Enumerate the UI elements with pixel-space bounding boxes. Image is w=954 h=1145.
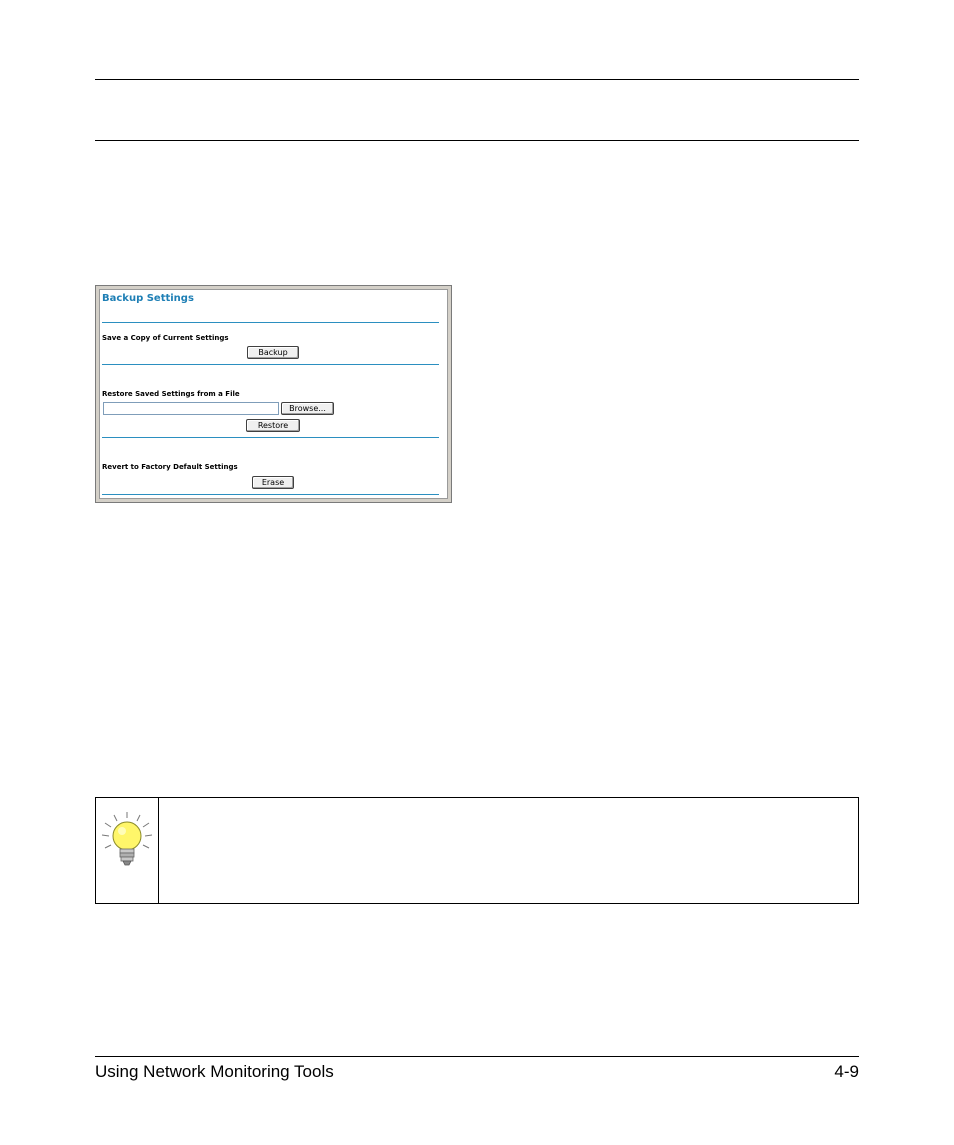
save-copy-label: Save a Copy of Current Settings [102,334,229,342]
panel-title: Backup Settings [102,293,194,304]
footer-page-number: 4-9 [834,1062,859,1081]
revert-label: Revert to Factory Default Settings [102,463,238,471]
tip-divider [158,798,159,903]
header-rule-top [95,79,859,80]
divider [102,322,439,323]
restore-label: Restore Saved Settings from a File [102,390,240,398]
lightbulb-icon [100,810,154,868]
backup-settings-screenshot [95,285,452,503]
divider [102,364,439,365]
browse-button[interactable]: Browse... [281,402,334,415]
restore-button[interactable]: Restore [246,419,300,432]
backup-settings-panel [99,289,448,499]
tip-box [95,797,859,904]
divider [102,437,439,438]
erase-button[interactable]: Erase [252,476,294,489]
restore-file-input[interactable] [103,402,279,415]
divider [102,494,439,495]
backup-button[interactable]: Backup [247,346,299,359]
footer-chapter-title: Using Network Monitoring Tools [95,1062,334,1081]
header-rule-bottom [95,140,859,141]
footer-rule [95,1056,859,1057]
